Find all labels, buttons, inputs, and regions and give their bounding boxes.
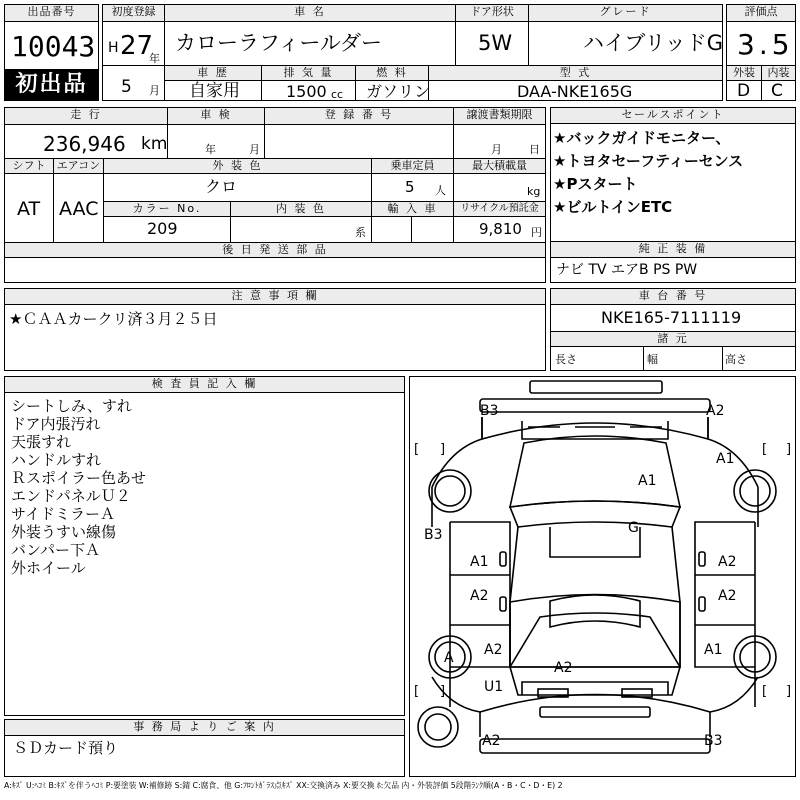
cabin [510,527,680,667]
inspection-month-unit: 月 [249,143,260,156]
displacement-unit: cc [331,88,344,101]
mark-right-rear-fender: A1 [704,642,723,658]
mark-left-rear-door: A2 [470,588,489,604]
inspector-item: 天張すれ [11,433,72,451]
chassis-box [550,288,796,371]
reg-month: 5 [121,77,132,97]
interior-label: 内装 [762,66,795,80]
lot-number: 10043 [11,30,96,63]
capacity: 5 [405,178,415,196]
inspector-item: エンドパネルＵ２ [11,487,131,505]
ext-color: クロ [205,177,238,196]
office-value: ＳＤカード預り [13,739,119,757]
max-load-unit: kg [527,185,541,198]
transfer-month-unit: 月 [491,143,502,156]
selling-point-item: ★バックガイドモニター、 [553,129,731,147]
notes-label: 注 意 事 項 欄 [5,289,545,305]
color-no: 209 [147,219,178,238]
notes-box [4,288,546,371]
inspector-box [4,376,405,716]
first-listing-text: 初出品 [15,72,88,97]
notes-value: ★ＣＡＡカークリ済３月２５日 [9,310,218,328]
first-reg-label: 初度登録 [103,5,164,21]
right-rear-handle [699,597,705,611]
front-bumper-bar [530,381,662,393]
fuel-label: 燃 料 [356,66,428,80]
bracket-open: [ [414,684,420,699]
dims-label: 諸 元 [551,332,795,346]
damage-diagram [409,376,796,777]
car-outline-svg [410,377,795,776]
mileage-label: 走 行 [5,108,167,124]
mark-right-front: A1 [716,451,735,467]
model-code-label: 型 式 [429,66,722,80]
mark-left-front-door: A1 [470,554,489,570]
office-label: 事 務 局 よ り ご 案 内 [5,720,404,736]
transfer-docs-label: 譲渡書類期限 [454,108,545,124]
bracket-close: ] [786,442,792,457]
recycle-fee: 9,810 [479,220,522,238]
selling-points-box [550,107,796,242]
rear-apron [480,695,710,713]
history: 自家用 [189,81,240,101]
shift-label: シフト [5,159,53,173]
inspector-list [11,397,146,577]
front-fender-sides [432,487,758,527]
transfer-day-unit: 日 [529,143,540,156]
recycle-unit: 円 [531,226,542,239]
mark-top-left: B3 [480,403,499,419]
inspection-label: 車 検 [168,108,264,124]
displacement: 1500 [286,82,327,101]
inspection-year-unit: 年 [205,143,216,156]
interior-grade: C [771,81,783,101]
displacement-label: 排 気 量 [262,66,355,80]
spare-wheel [418,707,458,747]
score-box [726,4,796,101]
wheel-front-left-inner [435,476,465,506]
capacity-unit: 人 [435,184,446,197]
equipment-value: ナビ TV エアB PS PW [556,262,698,278]
ac: AAC [59,198,99,220]
mark-bottom-left: A2 [482,733,501,749]
office-box [4,719,405,777]
color-no-label: カラー No. [104,202,230,216]
bracket-close: ] [440,442,446,457]
lot-number-box [4,4,99,101]
inspector-item: バンパー下Ａ [11,541,100,559]
chassis-number: NKE165-7111119 [601,308,742,327]
mark-left-side: B3 [424,527,443,543]
chassis-label: 車 台 番 号 [551,289,795,305]
header-main-box [102,4,723,101]
vehicle-info-box [4,107,546,283]
front-bumper [480,399,710,412]
score-label: 評価点 [727,5,795,21]
capacity-label: 乗車定員 [372,159,453,173]
rear-cabin [510,595,680,668]
first-listing-badge [5,69,98,100]
bracket-open: [ [414,442,420,457]
mark-top-right: A2 [706,403,725,419]
score: 3.5 [737,28,794,61]
fuel: ガソリン [366,82,431,101]
car-name: カローラフィールダー [175,31,383,55]
bracket-close: ] [786,684,792,699]
inspector-item: ハンドルすれ [11,451,102,469]
plate-label: 登 録 番 号 [265,108,453,124]
mark-bottom-right: B3 [704,733,723,749]
rear-plate-area [540,707,650,717]
recycle-label: リサイクル預託金 [454,202,545,216]
inspector-item: Ｒスポイラー色あせ [11,469,147,487]
mileage: 236,946 [43,132,126,156]
int-color-unit: 系 [355,226,366,239]
inspector-item: サイドミラーＡ [11,505,115,523]
model-code: DAA-NKE165G [517,82,633,101]
year-unit: 年 [149,52,160,65]
inspector-item: ドア内張汚れ [11,415,101,433]
equipment-box [550,241,796,283]
exterior-grade: D [737,81,751,101]
door-label: ドア形状 [456,5,528,21]
history-label: 車 歴 [165,66,261,80]
inspector-item: 外ホイール [11,559,86,577]
max-load-label: 最大積載量 [454,159,545,173]
mark-right-rear-door: A2 [718,588,737,604]
selling-point-item: ★Pスタート [553,175,638,193]
mark-roof: G [628,520,639,536]
rear-bumper [480,739,710,753]
inspector-item: シートしみ、すれ [11,397,132,415]
roof-panel-rear [550,595,640,627]
grade: ハイブリッドG [583,31,723,55]
left-rear-handle [500,597,506,611]
mileage-unit: km [141,134,168,154]
sunroof-front [550,527,640,557]
right-front-handle [699,552,705,566]
grade-label: グレード [529,5,722,21]
equipment-label: 純 正 装 備 [551,242,795,258]
selling-point-item: ★トヨタセーフティーセンス [553,152,744,170]
ext-color-label: 外 装 色 [104,159,371,173]
legend: A:ｷｽﾞ U:ﾍｺﾐ B:ｷｽﾞを伴うﾍｺﾐ P:要塗装 W:補修跡 S:錆 C:腐食、他 G:ﾌﾛﾝﾄｶﾞﾗｽ点ｷｽﾞ XX:交換済み X:要交換 ﾎ:欠品 内・外装評価 5段階ﾗﾝｸ順(A・B・C・D・E) 2 [4,781,563,790]
height-label: 高さ [725,353,747,366]
inspector-label: 検 査 員 記 入 欄 [5,377,404,393]
bracket-close: ] [440,684,446,699]
era-letter: H [108,40,119,56]
mark-left-rear-corner: U1 [484,679,504,695]
mark-right-front-door: A2 [718,554,737,570]
length-label: 長さ [555,353,577,366]
ac-label: エアコン [54,159,103,173]
lot-number-label: 出品番号 [5,5,98,21]
windshield [510,501,680,527]
later-parts-label: 後 日 発 送 部 品 [5,243,545,257]
mark-trunk: A2 [554,660,573,676]
reg-year: 27 [120,31,154,61]
car-name-label: 車 名 [165,5,455,21]
hood [510,436,680,507]
month-unit: 月 [149,84,160,97]
import-label: 輸 入 車 [372,202,453,216]
left-front-handle [500,552,506,566]
spare-wheel-inner [425,714,451,740]
bracket-open: [ [762,684,768,699]
exterior-label: 外装 [727,66,761,80]
mark-left-rear-wheel: A [444,650,454,666]
mark-hood: A1 [638,473,657,489]
selling-point-item: ★ビルトインETC [553,198,673,216]
width-label: 幅 [647,353,658,366]
mark-left-rear-fender: A2 [484,642,503,658]
shift: AT [17,198,41,220]
bracket-open: [ [762,442,768,457]
inspector-item: 外装うすい線傷 [11,523,117,541]
door-type: 5W [478,31,513,55]
selling-points-label: セールスポイント [551,108,795,124]
int-color-label: 内 装 色 [231,202,371,216]
